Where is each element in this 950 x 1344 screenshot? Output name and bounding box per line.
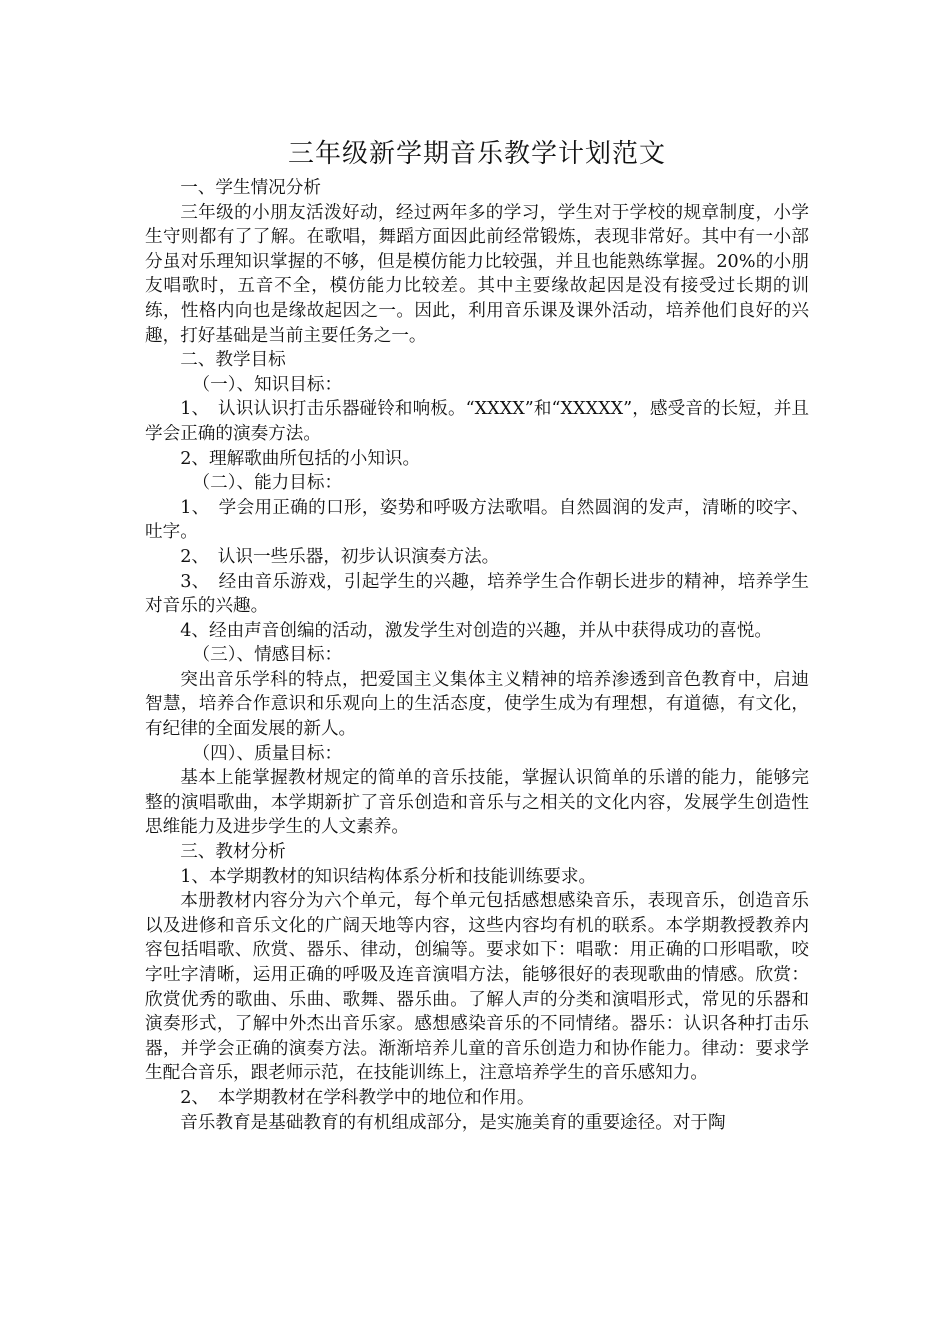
- subsection-heading: （四）、质量目标：: [192, 743, 343, 764]
- subsection-heading: （一）、知识目标：: [192, 374, 343, 395]
- list-item: 3、 经由音乐游戏，引起学生的兴趣，培养学生合作朝长进步的精神，培养学生对音乐的兴趣。: [145, 571, 809, 617]
- list-item: 2、 认识一些乐器，初步认识演奏方法。: [180, 546, 500, 567]
- body-paragraph: 本册教材内容分为六个单元，每个单元包括感想感染音乐，表现音乐，创造音乐以及进修和音乐文化的广阔天地等内容，这些内容均有机的联系。本学期教授教养内容包括唱歌、欣赏、器乐、律动，创编等。要求如下：唱歌：用正确的口形唱歌，咬字吐字清晰，运用正确的呼吸及连音演唱方法，能够很好的表现歌曲的情感。欣赏：欣赏优秀的歌曲、乐曲、歌舞、器乐曲。了解人声的分类和演唱形式，常见的乐器和演奏形式，了解中外杰出音乐家。感想感染音乐的不同情绪。器乐：认识各种打击乐器，并学会正确的演奏方法。渐渐培养儿童的音乐创造力和协作能力。律动：要求学生配合音乐，跟老师示范，在技能训练上，注意培养学生的音乐感知力。: [145, 891, 809, 1084]
- body-paragraph: 突出音乐学科的特点，把爱国主义集体主义精神的培养渗透到音色教育中，启迪智慧，培养合作意识和乐观向上的生活态度，使学生成为有理想，有道德，有文化，有纪律的全面发展的新人。: [145, 669, 809, 740]
- list-item: 1、 认识认识打击乐器碰铃和响板。“XXXX”和“XXXXX”，感受音的长短，并且学会正确的演奏方法。: [145, 399, 809, 444]
- document-title: 三年级新学期音乐教学计划范文: [287, 139, 666, 169]
- section-heading: 二、教学目标: [180, 350, 286, 371]
- list-item: 1、 学会用正确的口形，姿势和呼吸方法歌唱。自然圆润的发声，清晰的咬字、吐字。: [145, 497, 809, 543]
- list-item: 2、 本学期教材在学科教学中的地位和作用。: [180, 1087, 535, 1108]
- document-page: [145, 138, 809, 1135]
- body-paragraph: 基本上能掌握教材规定的简单的音乐技能，掌握认识简单的乐谱的能力，能够完整的演唱歌曲，本学期新扩了音乐创造和音乐与之相关的文化内容，发展学生创造性思维能力及进步学生的人文素养。: [145, 768, 809, 838]
- list-item: 4、经由声音创编的活动，激发学生对创造的兴趣，并从中获得成功的喜悦。: [180, 620, 772, 641]
- section-heading: 一、学生情况分析: [180, 178, 321, 198]
- list-item: 1、本学期教材的知识结构体系分析和技能训练要求。: [180, 866, 597, 887]
- section-heading: 三、教材分析: [180, 842, 286, 863]
- body-paragraph: 音乐教育是基础教育的有机组成部分，是实施美育的重要途径。对于陶: [180, 1112, 726, 1133]
- subsection-heading: （二）、能力目标：: [192, 473, 343, 494]
- list-item: 2、理解歌曲所包括的小知识。: [180, 448, 421, 469]
- body-paragraph: 三年级的小朋友活泼好动，经过两年多的学习，学生对于学校的规章制度，小学生守则都有了了解。在歌唱，舞蹈方面因此前经常锻炼，表现非常好。其中有一小部分虽对乐理知识掌握的不够，但是模仿能力比较强，并且也能熟练掌握。20%的小朋友唱歌时，五音不全，模仿能力比较差。其中主要缘故起因是没有接受过长期的训练，性格内向也是缘故起因之一。因此，利用音乐课及课外活动，培养他们良好的兴趣，打好基础是当前主要任务之一。: [145, 202, 809, 346]
- subsection-heading: （三）、情感目标：: [192, 645, 343, 666]
